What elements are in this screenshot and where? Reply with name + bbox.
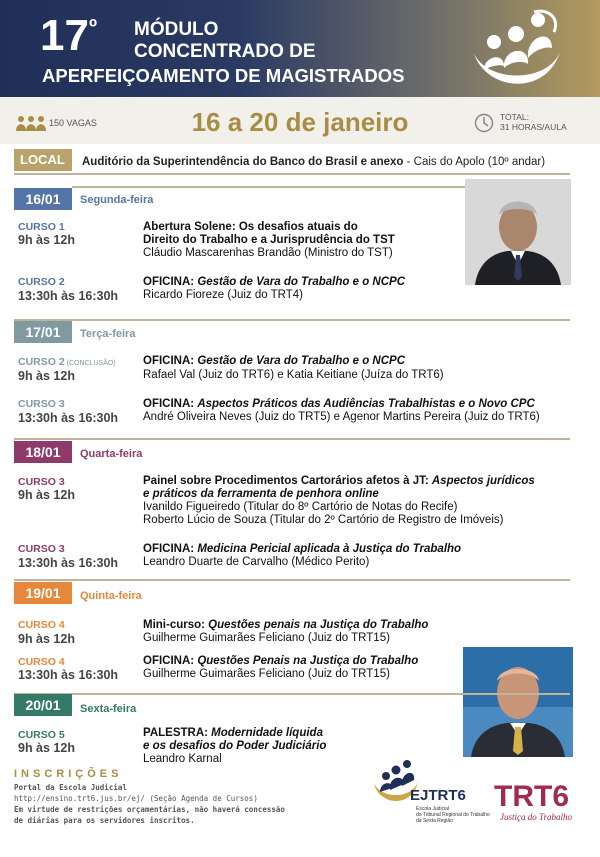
svg-text:Escola Judicial: Escola Judicial xyxy=(416,806,450,812)
local-venue: Auditório da Superintendência do Banco do Brasil e anexo - Cais do Apolo (10º andar) xyxy=(82,156,546,168)
session-curso: CURSO 4 xyxy=(18,656,65,668)
session-time: 13:30h às 16:30h xyxy=(18,289,119,303)
speaker-photo xyxy=(462,176,574,288)
day-weekday-17: Terça-feira xyxy=(80,328,136,340)
session-title: OFICINA: Questões Penais na Justiça do Trabalho xyxy=(143,655,419,667)
session-title: e os desafios do Poder Judiciário xyxy=(143,740,327,752)
clock-icon xyxy=(474,113,494,133)
session-curso: CURSO 3 xyxy=(18,476,65,488)
divider xyxy=(14,693,570,695)
session-time: 9h às 12h xyxy=(18,233,75,247)
divider xyxy=(72,186,482,188)
footer-line: Em virtude de restrições orçamentárias, não haverá concessão xyxy=(14,805,285,814)
svg-text:da Sexta Região: da Sexta Região xyxy=(416,818,453,824)
session-curso: CURSO 4 xyxy=(18,619,65,631)
footer-link[interactable]: http://ensino.trt6.jus.br/ej/ (Seção Agenda de Cursos) xyxy=(14,794,258,803)
session-title: Direito do Trabalho e a Jurisprudência do TST xyxy=(143,234,395,246)
session-title: PALESTRA: Modernidade líquida xyxy=(143,727,323,739)
session-speaker: Cláudio Mascarenhas Brandão (Ministro do TST) xyxy=(143,247,393,259)
session-time: 9h às 12h xyxy=(18,632,75,646)
divider xyxy=(14,319,570,321)
session-speaker: Ricardo Fioreze (Juiz do TRT4) xyxy=(143,289,303,301)
ejtrt6-logo xyxy=(372,756,490,830)
header-line-2: CONCENTRADO DE xyxy=(134,41,316,62)
session-time: 13:30h às 16:30h xyxy=(18,556,119,570)
trt6-logo xyxy=(490,776,590,826)
session-curso: CURSO 1 xyxy=(18,221,65,233)
header-line-1: MÓDULO xyxy=(134,19,219,40)
svg-text:Justiça do Trabalho: Justiça do Trabalho xyxy=(500,812,573,822)
session-title: OFICINA: Gestão de Vara do Trabalho e o NCPC xyxy=(143,355,406,367)
footer-line: de diárias para os servidores inscritos. xyxy=(14,816,195,825)
session-speaker: Ivanildo Figueiredo (Titular do 8º Cartório de Notas do Recife) xyxy=(143,501,458,513)
day-weekday-16: Segunda-feira xyxy=(80,194,154,206)
session-curso: CURSO 3 xyxy=(18,398,65,410)
session-time: 9h às 12h xyxy=(18,369,75,383)
session-curso: CURSO 2 (CONCLUSÃO) xyxy=(18,356,116,368)
vagas-count: 150 VAGAS xyxy=(49,118,97,128)
session-time: 9h às 12h xyxy=(18,741,75,755)
session-title: Mini-curso: Questões penais na Justiça do Trabalho xyxy=(143,619,429,631)
divider xyxy=(14,173,570,175)
divider xyxy=(14,579,570,581)
event-dates: 16 a 20 de janeiro xyxy=(191,107,409,137)
day-date-17: 17/01 xyxy=(14,321,72,343)
day-weekday-20: Sexta-feira xyxy=(80,703,137,715)
total-hours: TOTAL: 31 HORAS/AULA xyxy=(500,112,567,133)
session-speaker: Leandro Duarte de Carvalho (Médico Perito) xyxy=(143,556,370,568)
session-title: OFICINA: Gestão de Vara do Trabalho e o NCPC xyxy=(143,276,406,288)
session-speaker: André Oliveira Neves (Juiz do TRT5) e Agenor Martins Pereira (Juiz do TRT6) xyxy=(143,411,540,423)
session-speaker: Leandro Karnal xyxy=(143,753,222,765)
session-title: OFICINA: Aspectos Práticos das Audiências Trabalhistas e o Novo CPC xyxy=(143,398,535,410)
inscricoes-title: INSCRIÇÕES xyxy=(14,768,123,780)
trt6-text: TRT6 xyxy=(494,780,569,813)
day-date-18: 18/01 xyxy=(14,441,72,463)
session-title: OFICINA: Medicina Pericial aplicada à Justiça do Trabalho xyxy=(143,543,462,555)
svg-text:do Tribunal Regional do Trabal: do Tribunal Regional do Trabalho xyxy=(416,812,490,818)
module-number: $17^º$ xyxy=(40,11,97,60)
session-curso: CURSO 5 xyxy=(18,729,65,741)
session-speaker: Roberto Lúcio de Souza (Titular do 2º Cartório de Registro de Imóveis) xyxy=(143,514,504,526)
header-line-3: APERFEIÇOAMENTO DE MAGISTRADOS xyxy=(42,65,405,86)
day-date-20: 20/01 xyxy=(14,694,72,716)
day-date-19: 19/01 xyxy=(14,582,72,604)
local-label: LOCAL xyxy=(14,149,72,171)
divider xyxy=(14,438,570,440)
session-time: 9h às 12h xyxy=(18,488,75,502)
footer-line: Portal da Escola Judicial xyxy=(14,783,127,792)
ejtrt6-text: EJTRT6 xyxy=(410,787,466,804)
session-speaker: Guilherme Guimarães Feliciano (Juiz do TRT15) xyxy=(143,668,390,680)
day-weekday-18: Quarta-feira xyxy=(80,448,143,460)
day-weekday-19: Quinta-feira xyxy=(80,590,142,602)
day-date-16: 16/01 xyxy=(14,188,72,210)
speaker-photo xyxy=(460,644,576,760)
session-title: Abertura Solene: Os desafios atuais do xyxy=(143,221,358,233)
session-title: Painel sobre Procedimentos Cartorários afetos à JT: Aspectos jurídicos xyxy=(143,475,535,487)
session-speaker: Guilherme Guimarães Feliciano (Juiz do TRT15) xyxy=(143,632,390,644)
session-time: 13:30h às 16:30h xyxy=(18,411,119,425)
family-logo-icon xyxy=(468,8,564,94)
session-time: 13:30h às 16:30h xyxy=(18,668,119,682)
session-title: e práticos da ferramenta de penhora online xyxy=(143,488,379,500)
session-speaker: Rafael Val (Juiz do TRT6) e Katia Keitiane (Juíza do TRT6) xyxy=(143,369,444,381)
session-curso: CURSO 3 xyxy=(18,543,65,555)
session-curso: CURSO 2 xyxy=(18,276,65,288)
